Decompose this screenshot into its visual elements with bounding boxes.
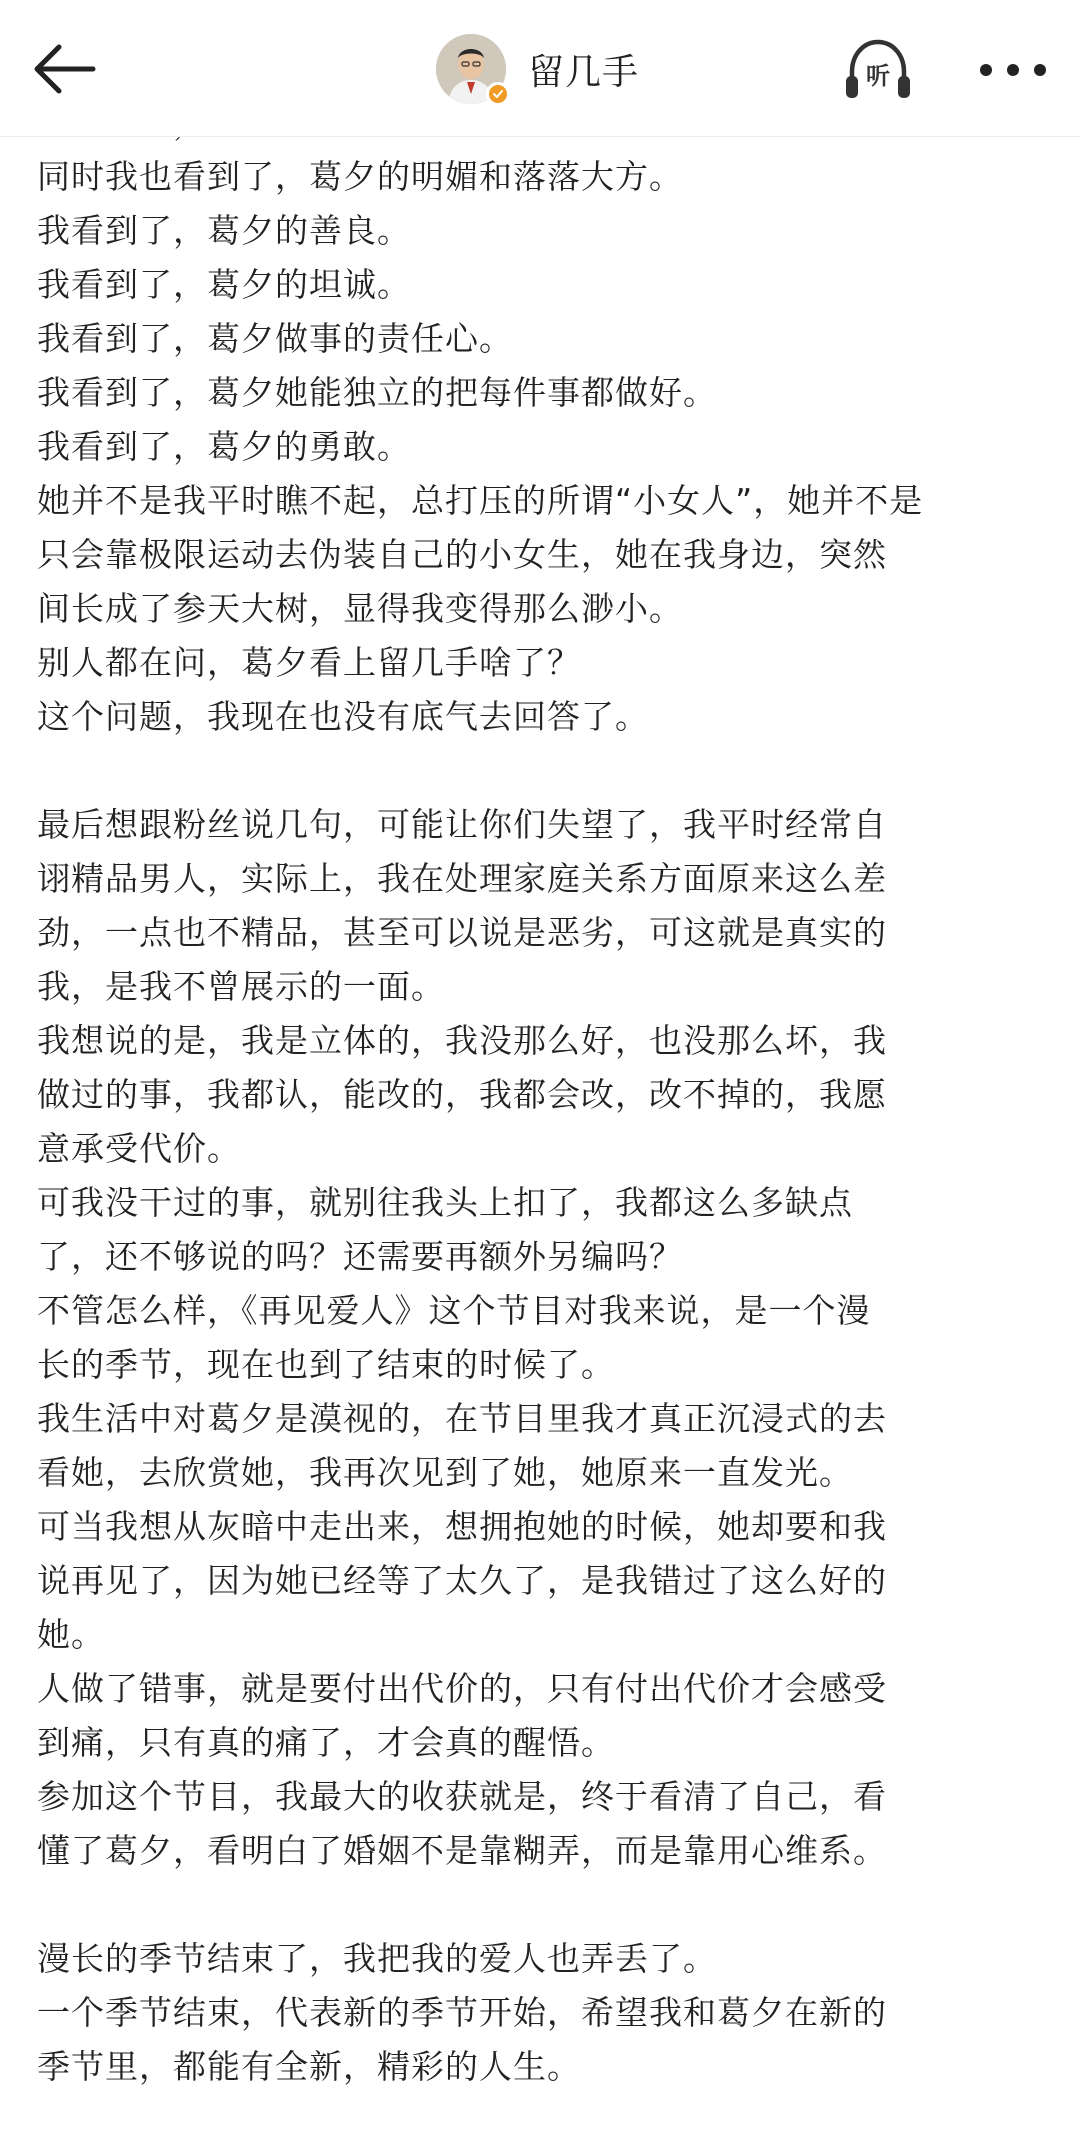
post-text-line: 间长成了参天大树，显得我变得那么渺小。 [37, 589, 683, 628]
top-nav-bar [0, 0, 1080, 137]
post-text-line: 我看到了，葛夕的坦诚。 [37, 265, 411, 304]
post-text-line: 最后想跟粉丝说几句，可能让你们失望了，我平时经常自 [37, 805, 887, 844]
post-text-line: 她并不是我平时瞧不起，总打压的所谓“小女人”，她并不是 [37, 481, 924, 520]
account-name[interactable]: 留几手 [528, 51, 640, 93]
post-text-line: 我想说的是，我是立体的，我没那么好，也没那么坏，我 [37, 1021, 887, 1060]
post-text-line: 这个问题，我现在也没有底气去回答了。 [37, 697, 649, 736]
post-text-line: 看她，去欣赏她，我再次见到了她，她原来一直发光。 [37, 1453, 853, 1492]
post-text-line: 可我没干过的事，就别往我头上扣了，我都这么多缺点 [37, 1183, 853, 1222]
post-text-line: 我看到了，葛夕她能独立的把每件事都做好。 [37, 373, 717, 412]
post-text-line: 了，还不够说的吗？还需要再额外另编吗？ [37, 1237, 683, 1276]
post-text-line: 我生活中对葛夕是漠视的，在节目里我才真正沉浸式的去 [37, 1399, 887, 1438]
post-text-line: 参加这个节目，我最大的收获就是，终于看清了自己，看 [37, 1777, 887, 1816]
verified-badge-icon [486, 82, 510, 106]
post-text-line: 长的季节，现在也到了结束的时候了。 [37, 1345, 615, 1384]
more-options-button[interactable] [968, 30, 1058, 110]
post-text-line: 人做了错事，就是要付出代价的，只有付出代价才会感受 [37, 1669, 887, 1708]
listen-button[interactable] [838, 30, 918, 110]
post-text-line: 我看到了，葛夕的善良。 [37, 211, 411, 250]
more-icon [978, 62, 1048, 78]
post-text-line: 我看到了，葛夕的勇敢。 [37, 427, 411, 466]
back-button[interactable] [24, 34, 104, 104]
post-text-line: 一个季节结束，代表新的季节开始，希望我和葛夕在新的 [37, 1993, 887, 2032]
post-text-line: 季节里，都能有全新，精彩的人生。 [37, 2047, 581, 2086]
post-text-line: 劲，一点也不精品，甚至可以说是恶劣，可这就是真实的 [37, 913, 887, 952]
post-text-line: 可当我想从灰暗中走出来，想拥抱她的时候，她却要和我 [37, 1507, 887, 1546]
post-text-line: 我，是我不曾展示的一面。 [37, 967, 445, 1006]
post-text-line: 不管怎么样，《再见爱人》这个节目对我来说，是一个漫 [37, 1291, 871, 1330]
post-text-line: 说再见了，因为她已经等了太久了，是我错过了这么好的 [37, 1561, 887, 1600]
paragraph-gap [37, 1878, 1047, 1932]
back-arrow-icon [31, 44, 97, 94]
listen-label: 听 [866, 61, 890, 90]
account-title[interactable] [436, 32, 639, 106]
post-text-line: 漫长的季节结束了，我把我的爱人也弄丢了。 [37, 1939, 717, 1978]
post-text-line: 意承受代价。 [37, 1129, 241, 1168]
post-text-line: 别人都在问，葛夕看上留几手啥了？ [37, 643, 581, 682]
post-text-line: 她。 [37, 1615, 105, 1654]
paragraph-gap [37, 744, 1047, 798]
post-body [37, 96, 1047, 2094]
avatar[interactable] [436, 34, 506, 104]
post-text-line: 诩精品男人，实际上，我在处理家庭关系方面原来这么差 [37, 859, 887, 898]
post-text-line: 我看到了，葛夕做事的责任心。 [37, 319, 513, 358]
post-text-line: 只会靠极限运动去伪装自己的小女生，她在我身边，突然 [37, 535, 887, 574]
post-text-line: 做过的事，我都认，能改的，我都会改，改不掉的，我愿 [37, 1075, 887, 1114]
post-text-line: 同时我也看到了，葛夕的明媚和落落大方。 [37, 157, 683, 196]
post-text-line: 到痛，只有真的痛了，才会真的醒悟。 [37, 1723, 615, 1762]
post-text-line: 懂了葛夕，看明白了婚姻不是靠糊弄，而是靠用心维系。 [37, 1831, 887, 1870]
